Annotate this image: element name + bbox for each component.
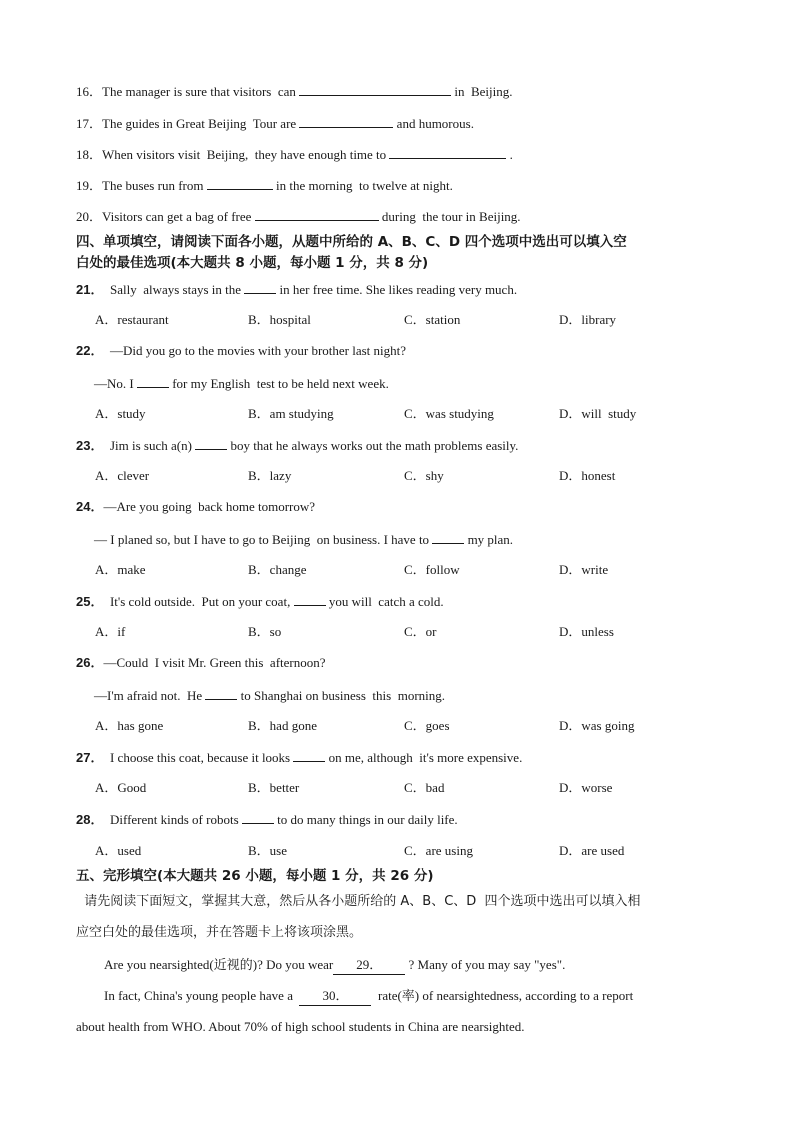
option-b[interactable]: B．use [248, 843, 288, 858]
option-b[interactable]: B．so [248, 624, 282, 639]
option-c[interactable]: C．or [404, 624, 437, 639]
item-text: in the morning to twelve at night. [272, 178, 453, 193]
section-4-title-line2: 白处的最佳选项(本大题共 8 小题，每小题 1 分，共 8 分) [76, 255, 429, 271]
fill-item-17 [76, 114, 474, 133]
option-d[interactable]: D．unless [559, 624, 614, 639]
question-number: 23． [76, 438, 104, 453]
item-text: . [506, 147, 513, 162]
option-a[interactable]: A．restaurant [95, 312, 169, 327]
item-text: during the tour in Beijing. [378, 209, 521, 224]
answer-blank[interactable] [195, 436, 227, 450]
option-b[interactable]: B．hospital [248, 312, 311, 327]
option-b[interactable]: B．change [248, 562, 307, 577]
answer-blank[interactable] [294, 592, 326, 606]
option-d[interactable]: D．library [559, 312, 617, 327]
question-text: —Did you go to the movies with your brother last night? [103, 343, 407, 358]
passage-text: Are you nearsighted(近视的)? Do you wear [104, 957, 334, 972]
question-text: It's cold outside. Put on your coat, [103, 594, 294, 609]
option-a[interactable]: A．clever [95, 468, 150, 483]
option-a[interactable]: A．if [95, 624, 126, 639]
answer-blank[interactable] [255, 207, 379, 221]
section-4-title-line1: 四、单项填空，请阅读下面各小题，从题中所给的 A、B、C、D 四个选项中选出可以填入空 [76, 234, 627, 250]
section-5-title: 五、完形填空(本大题共 26 小题，每小题 1 分，共 26 分) [76, 868, 434, 884]
option-a[interactable]: A．has gone [95, 718, 164, 733]
item-text: in Beijing. [451, 84, 513, 99]
question-21 [76, 280, 517, 299]
question-text: in her free time. She likes reading very much. [276, 282, 518, 297]
option-c[interactable]: C．station [404, 312, 461, 327]
option-c[interactable]: C．are using [404, 843, 473, 858]
question-text: —Are you going back home tomorrow? [103, 499, 316, 514]
question-22 [76, 342, 406, 360]
passage-line-3: about health from WHO. About 70% of high school students in China are nearsighted. [76, 1019, 525, 1034]
question-text: on me, although it's more expensive. [325, 750, 523, 765]
option-d[interactable]: D．worse [559, 780, 613, 795]
item-number: 19． [76, 178, 103, 193]
option-d[interactable]: D．was going [559, 718, 635, 733]
item-text: Visitors can get a bag of free [102, 209, 255, 224]
answer-blank[interactable] [293, 748, 325, 762]
passage-line-2 [104, 987, 633, 1006]
question-23 [76, 436, 518, 455]
question-27 [76, 748, 522, 767]
question-text: to do many things in our daily life. [273, 812, 458, 827]
passage-text: In fact, China's young people have a [104, 988, 300, 1003]
question-text: Different kinds of robots [103, 812, 242, 827]
question-number: 22． [76, 343, 104, 358]
item-number: 17． [76, 116, 103, 131]
question-number: 26． [76, 655, 104, 670]
option-a[interactable]: A．Good [95, 780, 147, 795]
option-b[interactable]: B．am studying [248, 406, 334, 421]
answer-blank[interactable] [299, 82, 451, 96]
question-number: 27． [76, 750, 104, 765]
answer-blank[interactable] [389, 145, 506, 159]
passage-text: ? Many of you may say "yes". [405, 957, 566, 972]
item-text: The manager is sure that visitors can [102, 84, 300, 99]
question-number: 25． [76, 594, 104, 609]
answer-blank[interactable] [244, 280, 276, 294]
question-text: Jim is such a(n) [103, 438, 196, 453]
option-b[interactable]: B．had gone [248, 718, 317, 733]
option-a[interactable]: A．make [95, 562, 146, 577]
option-c[interactable]: C．shy [404, 468, 444, 483]
question-text: you will catch a cold. [325, 594, 444, 609]
question-text: —Could I visit Mr. Green this afternoon? [103, 655, 326, 670]
item-text: The guides in Great Beijing Tour are [102, 116, 300, 131]
question-text: —No. I [94, 376, 137, 391]
option-d[interactable]: D．honest [559, 468, 616, 483]
option-c[interactable]: C．bad [404, 780, 445, 795]
item-number: 18． [76, 147, 103, 162]
option-c[interactable]: C．goes [404, 718, 450, 733]
question-22-reply [94, 374, 389, 393]
question-text: I choose this coat, because it looks [103, 750, 294, 765]
question-text: my plan. [464, 532, 514, 547]
fill-item-20 [76, 207, 521, 226]
section-5-intro-line2: 应空白处的最佳选项，并在答题卡上将该项涂黑。 [76, 925, 363, 940]
question-number: 24． [76, 499, 104, 514]
answer-blank[interactable] [137, 374, 169, 388]
passage-text: rate(率) of nearsightedness, according to a report [371, 988, 634, 1003]
question-text: to Shanghai on business this morning. [237, 688, 446, 703]
question-26 [76, 654, 326, 672]
item-number: 16． [76, 84, 103, 99]
question-24 [76, 498, 315, 516]
option-a[interactable]: A．study [95, 406, 146, 421]
question-number: 21． [76, 282, 104, 297]
answer-blank[interactable] [205, 686, 237, 700]
item-text: When visitors visit Beijing, they have enough time to [102, 147, 390, 162]
answer-blank[interactable] [432, 530, 464, 544]
question-text: boy that he always works out the math problems easily. [227, 438, 519, 453]
answer-blank[interactable] [207, 176, 273, 190]
blank-29[interactable]: 29． [333, 956, 405, 975]
question-24-reply [94, 530, 513, 549]
question-text: — I planed so, but I have to go to Beijing on business. I have to [94, 532, 433, 547]
option-b[interactable]: B．lazy [248, 468, 292, 483]
item-number: 20． [76, 209, 103, 224]
question-28 [76, 810, 458, 829]
question-26-reply [94, 686, 445, 705]
blank-30[interactable]: 30． [299, 987, 371, 1006]
option-c[interactable]: C．was studying [404, 406, 494, 421]
section-5-intro-line1: 请先阅读下面短文，掌握其大意，然后从各小题所给的 A、B、C、D 四个选项中选出可以填入相 [76, 894, 641, 909]
question-25 [76, 592, 444, 611]
fill-item-19 [76, 176, 453, 195]
question-text: for my English test to be held next week. [168, 376, 389, 391]
item-text: The buses run from [102, 178, 207, 193]
answer-blank[interactable] [242, 810, 274, 824]
option-d[interactable]: D．are used [559, 843, 625, 858]
option-a[interactable]: A．used [95, 843, 142, 858]
item-text: and humorous. [393, 116, 474, 131]
answer-blank[interactable] [299, 114, 393, 128]
option-d[interactable]: D．will study [559, 406, 637, 421]
fill-item-18 [76, 145, 513, 164]
passage-line-1 [104, 956, 565, 975]
fill-item-16 [76, 82, 513, 101]
question-text: —I'm afraid not. He [94, 688, 206, 703]
question-number: 28． [76, 812, 104, 827]
option-b[interactable]: B．better [248, 780, 300, 795]
option-d[interactable]: D．write [559, 562, 609, 577]
option-c[interactable]: C．follow [404, 562, 460, 577]
question-text: Sally always stays in the [103, 282, 245, 297]
